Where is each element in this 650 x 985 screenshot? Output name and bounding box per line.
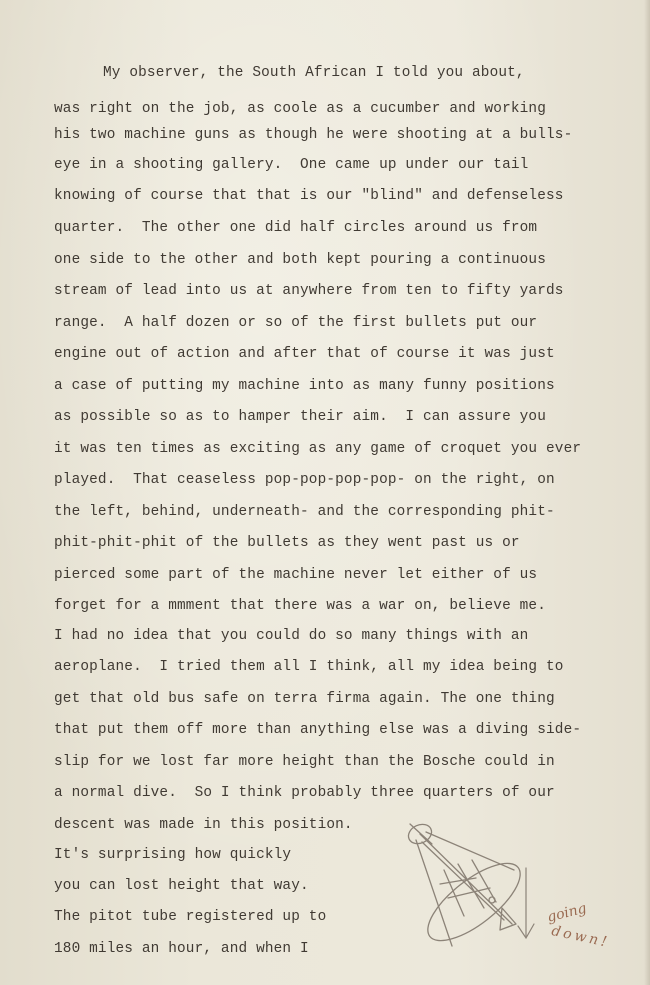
text-line: a normal dive. So I think probably three quarters of our <box>54 785 555 801</box>
text-line: forget for a mmment that there was a war on, believe me. <box>54 598 547 614</box>
text-line: knowing of course that that is our "blind" and defenseless <box>54 188 564 204</box>
text-line: the left, behind, underneath- and the corresponding phit- <box>54 504 555 520</box>
text-line: stream of lead into us at anywhere from ten to fifty yards <box>54 283 564 299</box>
text-line: I had no idea that you could do so many things with an <box>54 628 529 644</box>
text-line: descent was made in this position. <box>54 817 353 833</box>
text-line: you can lost height that way. <box>54 878 309 894</box>
text-line: My observer, the South African I told you about, <box>103 65 525 81</box>
text-line: phit-phit-phit of the bullets as they went past us or <box>54 535 520 551</box>
text-line: one side to the other and both kept pouring a continuous <box>54 252 547 268</box>
text-line: was right on the job, as coole as a cucumber and working <box>54 101 547 117</box>
text-line: aeroplane. I tried them all I think, all my idea being to <box>54 659 564 675</box>
text-line: as possible so as to hamper their aim. I can assure you <box>54 409 547 425</box>
text-line: range. A half dozen or so of the first bullets put our <box>54 315 538 331</box>
text-line: The pitot tube registered up to <box>54 909 327 925</box>
page-edge-shadow <box>644 0 650 985</box>
text-line: engine out of action and after that of course it was just <box>54 346 555 362</box>
text-line: that put them off more than anything else was a diving side- <box>54 722 582 738</box>
text-line: it was ten times as exciting as any game of croquet you ever <box>54 441 582 457</box>
handwritten-note <box>545 900 615 965</box>
text-line: 180 miles an hour, and when I <box>54 941 309 957</box>
text-line: a case of putting my machine into as many funny positions <box>54 378 555 394</box>
handwritten-word: down! <box>549 923 612 951</box>
text-line: eye in a shooting gallery. One came up under our tail <box>54 157 529 173</box>
text-line: get that old bus safe on terra firma again. The one thing <box>54 691 555 707</box>
text-line: pierced some part of the machine never let either of us <box>54 567 538 583</box>
text-line: It's surprising how quickly <box>54 847 292 863</box>
text-line: slip for we lost far more height than the Bosche could in <box>54 754 555 770</box>
text-line: quarter. The other one did half circles around us from <box>54 220 538 236</box>
text-line: his two machine guns as though he were shooting at a bulls- <box>54 127 573 143</box>
handwritten-word: going <box>545 900 589 926</box>
text-line: played. That ceaseless pop-pop-pop-pop- on the right, on <box>54 472 555 488</box>
